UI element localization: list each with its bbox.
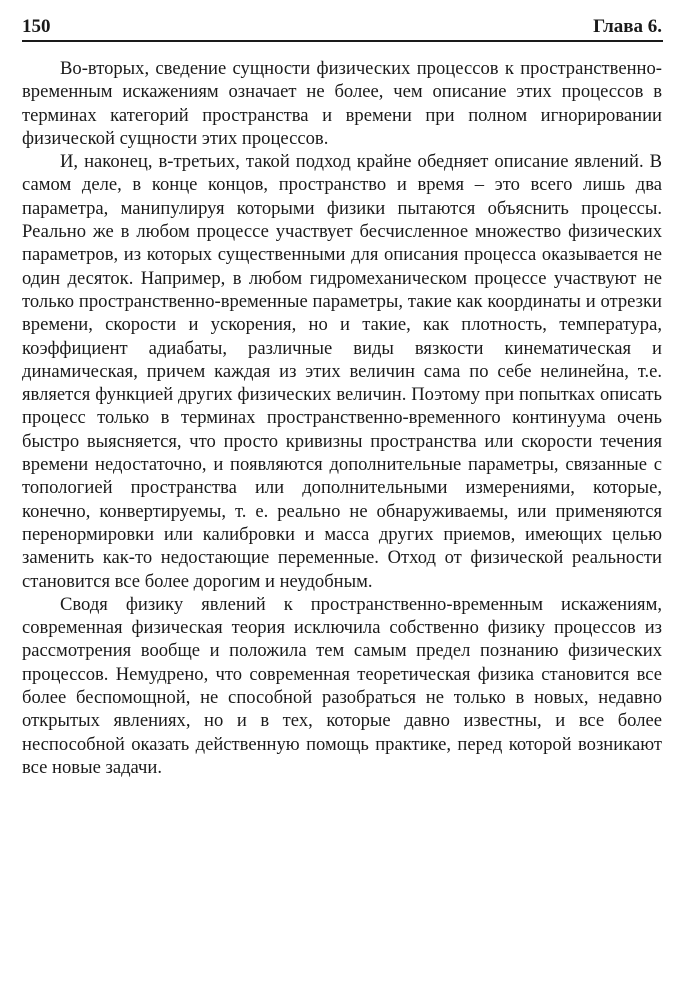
header-rule — [22, 40, 663, 42]
page-header — [22, 12, 662, 38]
paragraph-3: Сводя физику явлений к пространственно-временным искажениям, современная физическая теория исключила собственно физику процессов из рассмотрения вообще и положила тем самым предел познанию физических процессов. Немудрено, что современная теоретическая физика становится все более беспомощной, не способной разобраться не только в новых, недавно открытых явлениях, но и в тех, которые давно известны, и все более неспособной оказать действенную помощь практике, перед которой возникают все новые задачи. — [22, 593, 662, 778]
paragraph-2: И, наконец, в-третьих, такой подход крайне обедняет описание явлений. В самом деле, в конце концов, пространство и время – это всего лишь два параметра, манипулируя которыми физики пытаются объяснить процессы. Реально же в любом процессе участвует бесчисленное множество физических параметров, из которых существенными для описания процесса оказывается не один десяток. Например, в любом гидромеханическом процессе участвуют не только пространственно-временные параметры, такие как координаты и отрезки времени, скорости и ускорения, но и такие, как плотность, температура, коэффициент адиабаты, различные виды вязкости кинематическая и динамическая, причем каждая из этих величин сама по себе нелинейна, т.е. является функцией других физических величин. Поэтому при попытках описать процесс только в терминах пространственно-временного континуума очень быстро выясняется, что просто кривизны пространства или скорости течения времени недостаточно, и появляются дополнительные параметры, связанные с топологией пространства или дополнительными измерениями, которые, конечно, конвертируемы, т. е. реально не обнаруживаемы, или применяются перенормировки или калибровки и масса других приемов, имеющих целью заменить как-то недостающие переменные. Отход от физической реальности становится все более дорогим и неудобным. — [22, 151, 662, 592]
paragraph-1: Во-вторых, сведение сущности физических процессов к пространственно-временным искажениям означает не более, чем описание этих процессов в терминах категорий пространства и времени при полном игнорировании физической сущности этих процессов. — [22, 58, 662, 149]
chapter-title: Глава 6. — [593, 16, 662, 37]
body-text — [22, 57, 662, 779]
page-number: 150 — [22, 16, 51, 37]
